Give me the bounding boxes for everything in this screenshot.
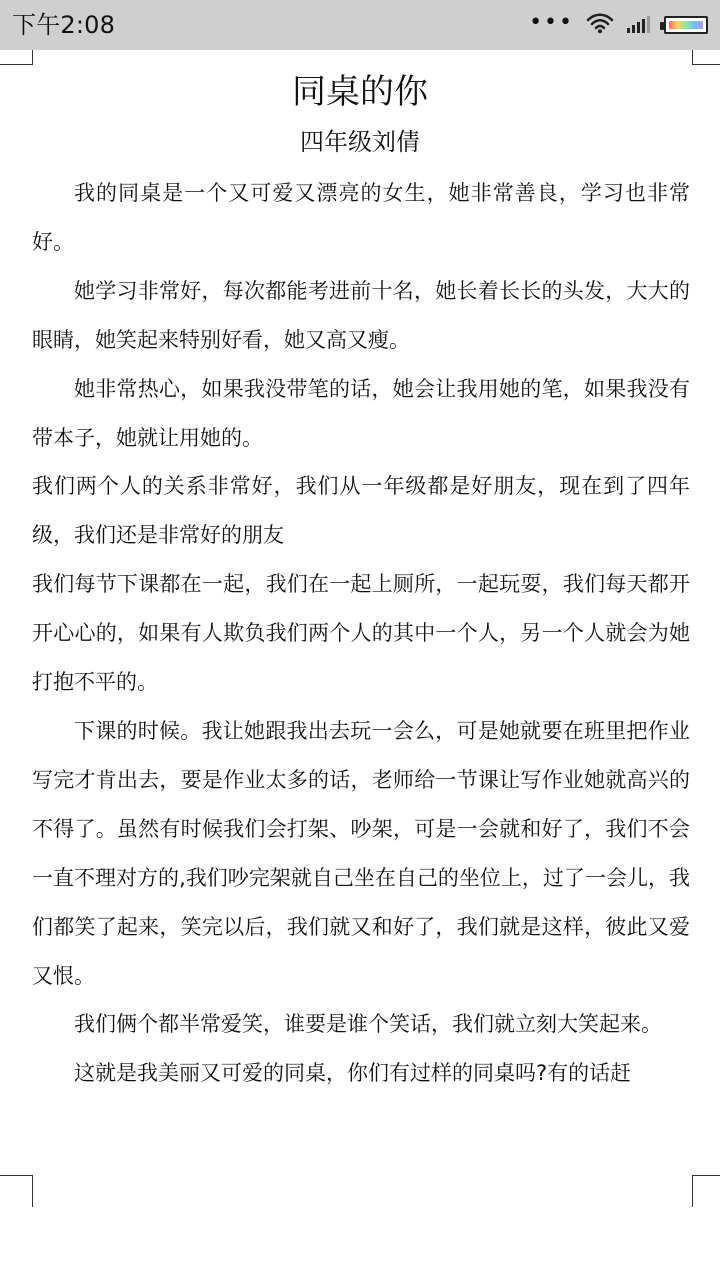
status-bar [0,0,720,50]
document-title: 同桌的你 [292,72,428,112]
status-time: 下午2:08 [12,11,116,39]
document-subtitle: 四年级刘倩 [300,128,420,156]
more-dots-icon: ••• [529,10,574,35]
document-page [0,50,720,1280]
status-icons [529,10,708,40]
document-body [32,169,690,1098]
paragraph-8: 这就是我美丽又可爱的同桌，你们有过样的同桌吗?有的话赶 [74,1061,632,1086]
paragraph-3: 她非常热心，如果我没带笔的话，她会让我用她的笔，如果我没有带本子，她就让用她的。 [32,376,690,450]
wifi-icon [586,12,614,38]
paragraph-5: 我们每节下课都在一起，我们在一起上厕所，一起玩耍，我们每天都开开心心的，如果有人欺负我们两个人的其中一个人，另一个人就会为她打抱不平的。 [32,572,690,695]
battery-icon [664,16,708,34]
paragraph-6: 下课的时候。我让她跟我出去玩一会么，可是她就要在班里把作业写完才肯出去，要是作业太多的话，老师给一节课让写作业她就高兴的不得了。虽然有时候我们会打架、吵架，可是一会就和好了，我们不会一直不理对方的,我们吵完架就自己坐在自己的坐位上，过了一会儿，我们都笑了起来，笑完以后，我们就又和好了，我们就是这样，彼此又爱又恨。 [32,718,690,988]
battery-fill [669,21,703,29]
paragraph-2: 她学习非常好，每次都能考进前十名，她长着长长的头发，大大的眼睛，她笑起来特别好看，她又高又瘦。 [32,278,690,352]
paragraph-4: 我们两个人的关系非常好，我们从一年级都是好朋友，现在到了四年级，我们还是非常好的朋友 [32,474,690,548]
paragraph-7: 我们俩个都半常爱笑，谁要是谁个笑话，我们就立刻大笑起来。 [74,1012,662,1037]
paragraph-1: 我的同桌是一个又可爱又漂亮的女生，她非常善良，学习也非常好。 [32,181,690,254]
signal-icon [626,12,652,38]
